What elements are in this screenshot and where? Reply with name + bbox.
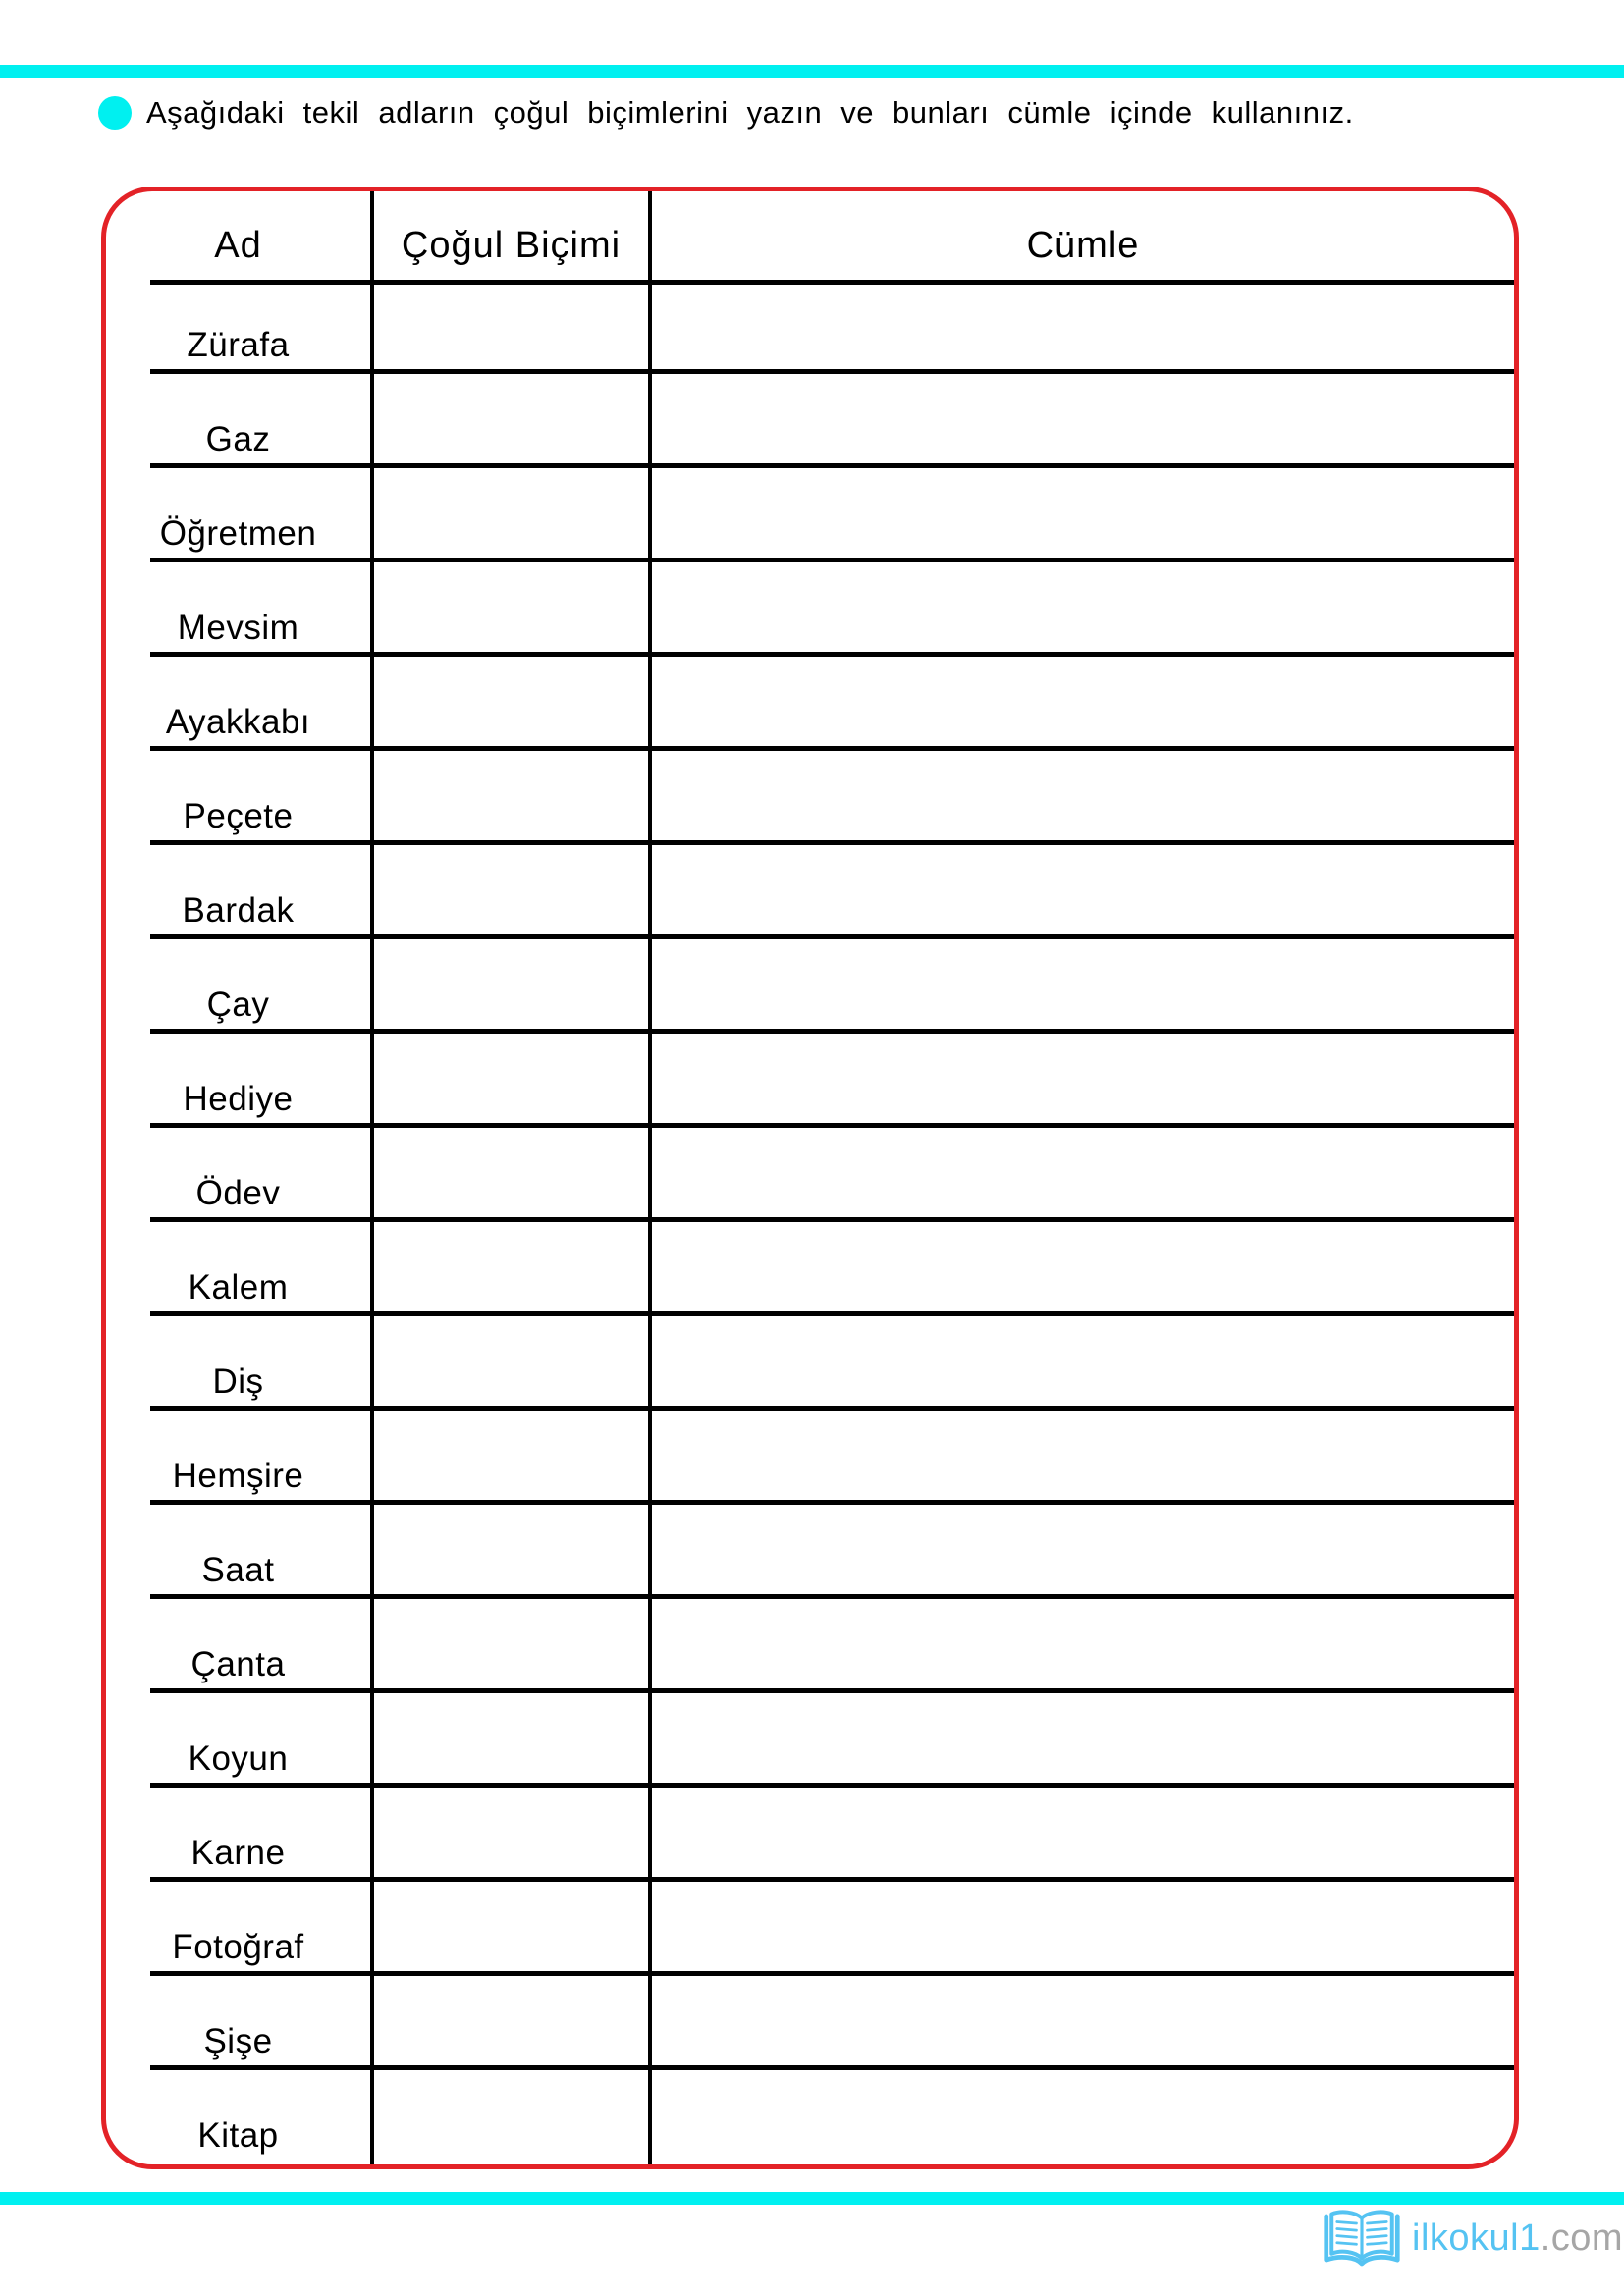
table-row	[106, 2070, 1514, 2164]
row-word-label: Çay	[206, 986, 270, 1024]
sentence-input-cell[interactable]	[652, 280, 1514, 369]
plural-input-cell[interactable]	[374, 939, 648, 1029]
row-word-label: Mevsim	[177, 609, 299, 647]
row-word-label: Öğretmen	[159, 514, 317, 553]
sentence-input-cell[interactable]	[652, 1222, 1514, 1311]
table-row	[106, 1788, 1514, 1882]
row-word-label: Saat	[201, 1551, 275, 1589]
plural-input-cell[interactable]	[374, 1882, 648, 1971]
table-row	[106, 1882, 1514, 1976]
table-row	[106, 751, 1514, 845]
sentence-input-cell[interactable]	[652, 1505, 1514, 1594]
plural-input-cell[interactable]	[374, 1976, 648, 2065]
sentence-input-cell[interactable]	[652, 2070, 1514, 2160]
sentence-input-cell[interactable]	[652, 1316, 1514, 1406]
table-row	[106, 1316, 1514, 1411]
row-word-label: Fotoğraf	[172, 1928, 304, 1966]
table-row	[106, 1693, 1514, 1788]
plural-input-cell[interactable]	[374, 1411, 648, 1500]
table-row	[106, 1222, 1514, 1316]
table-row	[106, 657, 1514, 751]
sentence-input-cell[interactable]	[652, 1599, 1514, 1688]
worksheet-table	[101, 187, 1519, 2169]
row-word-label: Karne	[190, 1834, 286, 1872]
row-word-label: Bardak	[182, 891, 295, 930]
open-book-icon	[1322, 2207, 1402, 2269]
plural-input-cell[interactable]	[374, 1316, 648, 1406]
sentence-input-cell[interactable]	[652, 1034, 1514, 1123]
logo-text	[1412, 2217, 1623, 2260]
sentence-input-cell[interactable]	[652, 1788, 1514, 1877]
table-row	[106, 845, 1514, 939]
bullet-icon	[98, 96, 132, 130]
row-word-label: Ayakkabı	[165, 703, 311, 741]
plural-input-cell[interactable]	[374, 1222, 648, 1311]
table-row	[106, 1599, 1514, 1693]
table-row	[106, 939, 1514, 1034]
header-cogul-bicimi: Çoğul Biçimi	[401, 225, 622, 266]
row-word-label: Peçete	[183, 797, 294, 835]
sentence-input-cell[interactable]	[652, 1411, 1514, 1500]
sentence-input-cell[interactable]	[652, 374, 1514, 463]
plural-input-cell[interactable]	[374, 1788, 648, 1877]
row-word-label: Ödev	[195, 1174, 281, 1212]
table-header-row	[106, 191, 1514, 285]
sentence-input-cell[interactable]	[652, 751, 1514, 840]
site-logo	[1322, 2207, 1623, 2269]
row-word-label: Koyun	[188, 1739, 289, 1778]
row-word-label: Hediye	[183, 1080, 294, 1118]
logo-text-primary: ilkokul1	[1412, 2216, 1541, 2259]
sentence-input-cell[interactable]	[652, 562, 1514, 652]
table-row	[106, 280, 1514, 374]
plural-input-cell[interactable]	[374, 280, 648, 369]
instruction-row	[98, 90, 1354, 135]
row-word-label: Kalem	[188, 1268, 289, 1307]
table-row	[106, 562, 1514, 657]
plural-input-cell[interactable]	[374, 374, 648, 463]
plural-input-cell[interactable]	[374, 1128, 648, 1217]
sentence-input-cell[interactable]	[652, 657, 1514, 746]
plural-input-cell[interactable]	[374, 1505, 648, 1594]
sentence-input-cell[interactable]	[652, 1128, 1514, 1217]
row-word-label: Hemşire	[172, 1457, 304, 1495]
row-word-label: Çanta	[190, 1645, 286, 1683]
row-word-label: Diş	[212, 1362, 264, 1401]
row-word-label: Kitap	[197, 2116, 279, 2155]
header-ad: Ad	[214, 225, 262, 266]
plural-input-cell[interactable]	[374, 562, 648, 652]
table-row	[106, 374, 1514, 468]
plural-input-cell[interactable]	[374, 468, 648, 558]
plural-input-cell[interactable]	[374, 1034, 648, 1123]
logo-text-secondary: .com	[1540, 2216, 1624, 2259]
header-cumle: Cümle	[1026, 225, 1140, 266]
table-row	[106, 1034, 1514, 1128]
plural-input-cell[interactable]	[374, 1693, 648, 1783]
row-word-label: Gaz	[205, 420, 271, 458]
plural-input-cell[interactable]	[374, 751, 648, 840]
table-row	[106, 1505, 1514, 1599]
plural-input-cell[interactable]	[374, 1599, 648, 1688]
sentence-input-cell[interactable]	[652, 468, 1514, 558]
table-row	[106, 1128, 1514, 1222]
top-divider-bar	[0, 65, 1624, 78]
plural-input-cell[interactable]	[374, 657, 648, 746]
plural-input-cell[interactable]	[374, 2070, 648, 2160]
table-row	[106, 1411, 1514, 1505]
sentence-input-cell[interactable]	[652, 1693, 1514, 1783]
sentence-input-cell[interactable]	[652, 845, 1514, 934]
row-word-label: Zürafa	[187, 326, 290, 364]
sentence-input-cell[interactable]	[652, 1882, 1514, 1971]
bottom-divider-bar	[0, 2192, 1624, 2205]
sentence-input-cell[interactable]	[652, 1976, 1514, 2065]
table-row	[106, 468, 1514, 562]
row-word-label: Şişe	[203, 2022, 273, 2060]
plural-input-cell[interactable]	[374, 845, 648, 934]
instruction-text: Aşağıdaki tekil adların çoğul biçimlerini yazın ve bunları cümle içinde kullanınız.	[146, 95, 1354, 130]
table-row	[106, 1976, 1514, 2070]
sentence-input-cell[interactable]	[652, 939, 1514, 1029]
